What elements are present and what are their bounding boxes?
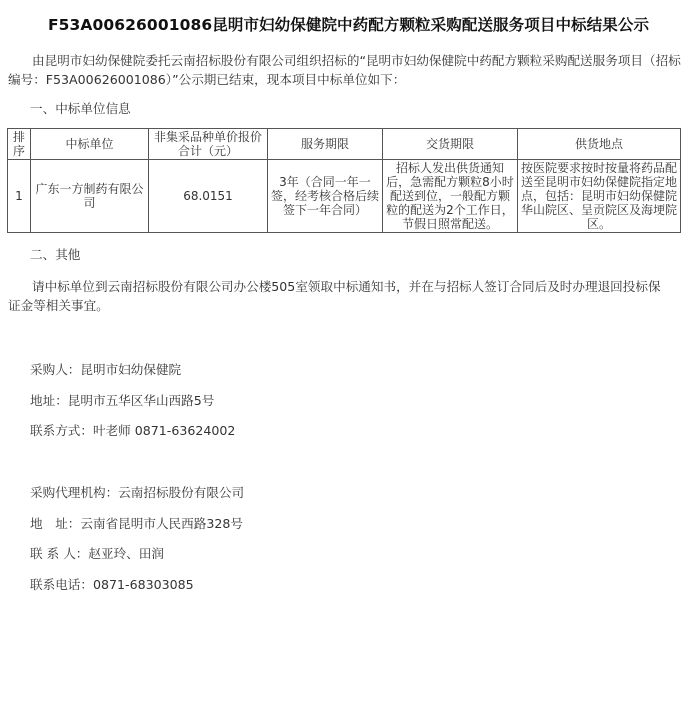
cell-delivery: 招标人发出供货通知后，急需配方颗粒8小时配送到位，一般配方颗粒的配送为2个工作日，节假日照常配送。 bbox=[383, 160, 518, 233]
header-delivery: 交货期限 bbox=[383, 129, 518, 160]
header-price: 非集采品种单价报价合计（元） bbox=[149, 129, 268, 160]
section-heading-award-info: 一、中标单位信息 bbox=[30, 101, 131, 116]
header-service-period: 服务期限 bbox=[268, 129, 383, 160]
purchaser-name: 采购人：昆明市妇幼保健院 bbox=[30, 362, 182, 377]
cell-rank: 1 bbox=[8, 160, 31, 233]
award-table bbox=[7, 128, 681, 233]
notice-paragraph: 请中标单位到云南招标股份有限公司办公楼505室领取中标通知书，并在与招标人签订合同后及时办理退回投标保证金等相关事宜。 bbox=[8, 279, 661, 313]
header-rank: 排序 bbox=[8, 129, 31, 160]
cell-location: 按医院要求按时按量将药品配送至昆明市妇幼保健院指定地点，包括：昆明市妇幼保健院华山院区、呈贡院区及海埂院区。 bbox=[518, 160, 681, 233]
cell-price: 68.0151 bbox=[149, 160, 268, 233]
header-location: 供货地点 bbox=[518, 129, 681, 160]
agency-contact-person: 联 系 人：赵亚玲、田润 bbox=[30, 546, 164, 561]
purchaser-contact: 联系方式：叶老师 0871-63624002 bbox=[30, 423, 236, 438]
agency-phone: 联系电话：0871-68303085 bbox=[30, 577, 194, 592]
purchaser-address: 地址：昆明市五华区华山西路5号 bbox=[30, 393, 215, 408]
table-row bbox=[8, 160, 681, 233]
agency-name: 采购代理机构：云南招标股份有限公司 bbox=[30, 485, 245, 500]
table-header-row bbox=[8, 129, 681, 160]
header-company: 中标单位 bbox=[31, 129, 149, 160]
agency-address: 地 址：云南省昆明市人民西路328号 bbox=[30, 516, 243, 531]
cell-service-period: 3年（合同一年一签，经考核合格后续签下一年合同） bbox=[268, 160, 383, 233]
cell-company: 广东一方制药有限公司 bbox=[31, 160, 149, 233]
section-heading-other: 二、其他 bbox=[30, 247, 81, 262]
page-title: F53A00626001086昆明市妇幼保健院中药配方颗粒采购配送服务项目中标结果公示 bbox=[47, 16, 650, 34]
intro-paragraph: 由昆明市妇幼保健院委托云南招标股份有限公司组织招标的“昆明市妇幼保健院中药配方颗粒采购配送服务项目（招标编号：F53A00626001086）”公示期已结束，现本项目中标单位如下： bbox=[8, 53, 681, 87]
